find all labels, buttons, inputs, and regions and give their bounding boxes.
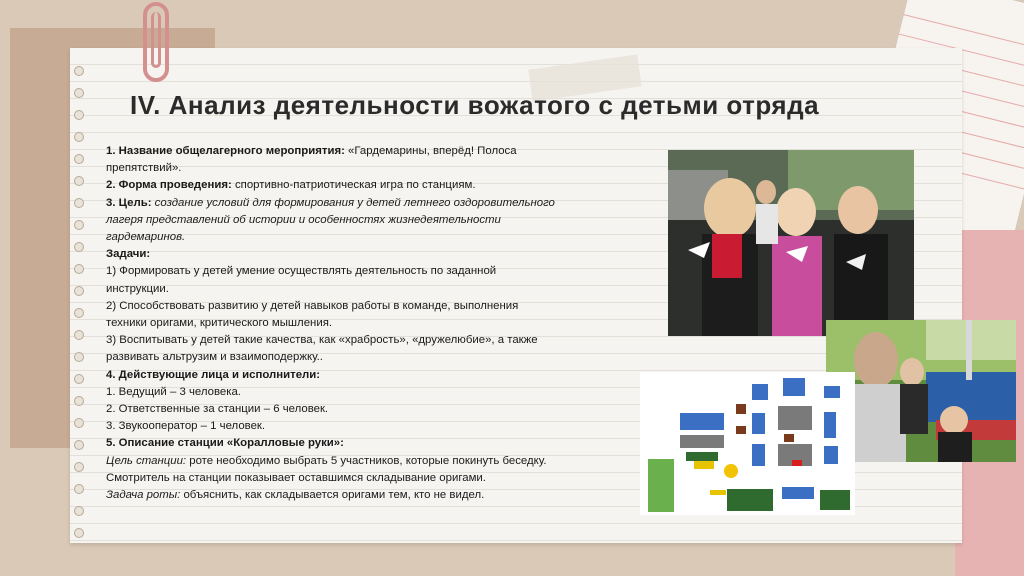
section-4-label: 4. Действующие лица и исполнители:	[106, 368, 321, 381]
section-3-label: 3. Цель:	[106, 196, 152, 209]
section-2-text: спортивно-патриотическая игра по станциям.	[231, 179, 476, 192]
goal-text: роте необходимо выбрать 5 участников, которые покинуть беседку.	[186, 454, 547, 467]
team-task-text: объяснить, как складывается оригами тем, кто не видел.	[180, 489, 485, 502]
task-2-cont: техники оригами, критического мышления.	[106, 317, 333, 330]
participant-1: 1. Ведущий – 3 человека.	[106, 385, 241, 398]
content-text	[106, 143, 626, 504]
section-1-label: 1. Название общелагерного мероприятия:	[106, 145, 345, 157]
task-3-cont: развивать альтрузим и взаимоподержку..	[106, 351, 323, 364]
tasks-label: Задачи:	[106, 248, 151, 261]
section-3-text-cont: лагеря представлений об истории и особенностях жизнедеятельности	[106, 213, 501, 226]
participant-3: 3. Звукооператор – 1 человек.	[106, 420, 266, 433]
team-task-label: Задача роты:	[106, 489, 181, 502]
section-3-text: создание условий для формирования у детей летнего оздоровительного	[151, 196, 555, 209]
task-1-cont: инструкции.	[106, 282, 169, 295]
participant-2: 2. Ответственные за станции – 6 человек.	[106, 403, 329, 416]
section-5-label: 5. Описание станции «Коралловые руки»:	[106, 437, 344, 450]
section-1-text: «Гардемарины, вперёд! Полоса	[344, 145, 517, 157]
photo-children-group	[668, 150, 914, 336]
paperclip-inner	[151, 12, 161, 68]
goal-text-cont: Смотритель на станции показывает оставшимся складывание оригами.	[106, 471, 486, 484]
section-1-text-cont: препятствий».	[106, 162, 182, 175]
task-1: 1) Формировать у детей умение осуществлять деятельность по заданной	[106, 265, 497, 278]
section-3-text-end: гардемаринов.	[106, 231, 186, 244]
goal-label: Цель станции:	[106, 454, 187, 467]
section-2-label: 2. Форма проведения:	[106, 179, 232, 192]
task-2: 2) Способствовать развитию у детей навыков работы в команде, выполнения	[106, 299, 519, 312]
task-3: 3) Воспитывать у детей такие качества, как «храбрость», «дружелюбие», а также	[106, 334, 538, 347]
station-map-diagram	[640, 372, 855, 515]
slide-title: IV. Анализ деятельности вожатого с детьми отряда	[130, 90, 820, 120]
